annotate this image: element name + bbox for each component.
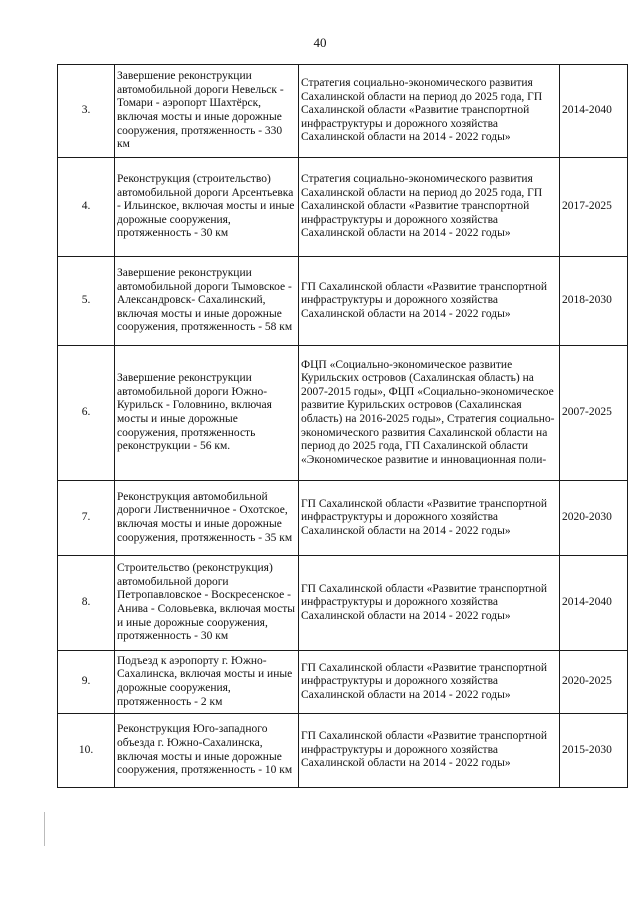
program-reference: ГП Сахалинской области «Развитие транспортной инфраструктуры и дорожного хозяйства Сахалинской области на 2014 - 2022 годы» xyxy=(299,257,560,346)
table-row xyxy=(58,65,628,158)
scan-artifact xyxy=(44,812,45,846)
project-name: Реконструкция автомобильной дороги Лиственничное - Охотское, включая мосты и иные дорожные сооружения, протяженность - 35 км xyxy=(115,481,299,556)
row-number: 3. xyxy=(58,65,115,158)
project-name: Завершение реконструкции автомобильной дороги Тымовское - Александровск- Сахалинский, включая мосты и иные дорожные сооружения, протяженность - 58 км xyxy=(115,257,299,346)
row-number: 4. xyxy=(58,158,115,257)
row-number: 10. xyxy=(58,714,115,788)
project-period: 2020-2030 xyxy=(560,481,628,556)
row-number: 6. xyxy=(58,346,115,481)
project-name: Реконструкция Юго-западного объезда г. Южно-Сахалинска, включая мосты и иные дорожные сооружения, протяженность - 10 км xyxy=(115,714,299,788)
table-row xyxy=(58,158,628,257)
program-reference: ГП Сахалинской области «Развитие транспортной инфраструктуры и дорожного хозяйства Сахалинской области на 2014 - 2022 годы» xyxy=(299,481,560,556)
table-row xyxy=(58,651,628,714)
program-reference: Стратегия социально-экономического развития Сахалинской области на период до 2025 года, ГП Сахалинской области «Развитие транспортной инфраструктуры и дорожного хозяйства Сахалинской области на 2014 - 2022 годы» xyxy=(299,65,560,158)
table-row xyxy=(58,257,628,346)
program-reference: ГП Сахалинской области «Развитие транспортной инфраструктуры и дорожного хозяйства Сахалинской области на 2014 - 2022 годы» xyxy=(299,714,560,788)
project-period: 2020-2025 xyxy=(560,651,628,714)
page-number: 40 xyxy=(313,35,327,50)
program-reference: ГП Сахалинской области «Развитие транспортной инфраструктуры и дорожного хозяйства Сахалинской области на 2014 - 2022 годы» xyxy=(299,556,560,651)
table-row xyxy=(58,481,628,556)
row-number: 5. xyxy=(58,257,115,346)
project-period: 2015-2030 xyxy=(560,714,628,788)
program-reference-cell xyxy=(299,346,560,481)
table-row xyxy=(58,556,628,651)
project-name: Завершение реконструкции автомобильной дороги Невельск - Томари - аэропорт Шахтёрск, включая мосты и иные дорожные сооружения, протяженность - 330 км xyxy=(115,65,299,158)
project-period: 2014-2040 xyxy=(560,556,628,651)
table-row xyxy=(58,346,628,481)
row-number: 7. xyxy=(58,481,115,556)
program-reference: ФЦП «Социально-экономическое развитие Курильских островов (Сахалинская область) на 2007-2015 годы», ФЦП «Социально-экономическое развитие Курильских островов (Сахалинская область) на 2016-2025 годы», Стратегия социально-экономического развития Сахалинской области на период до 2025 года, ГП Сахалинской области «Экономическое развитие и инновационная поли- xyxy=(301,358,555,466)
project-name: Строительство (реконструкция) автомобильной дороги Петропавловское - Воскресенское - Анива - Соловьевка, включая мосты и иные дорожные сооружения, протяженность - 30 км xyxy=(115,556,299,651)
project-period: 2014-2040 xyxy=(560,65,628,158)
row-number: 9. xyxy=(58,651,115,714)
row-number: 8. xyxy=(58,556,115,651)
project-period: 2017-2025 xyxy=(560,158,628,257)
program-reference: Стратегия социально-экономического развития Сахалинской области на период до 2025 года, ГП Сахалинской области «Развитие транспортной инфраструктуры и дорожного хозяйства Сахалинской области на 2014 - 2022 годы» xyxy=(299,158,560,257)
project-name: Подъезд к аэропорту г. Южно-Сахалинска, включая мосты и иные дорожные сооружения, протяженность - 2 км xyxy=(115,651,299,714)
program-reference: ГП Сахалинской области «Развитие транспортной инфраструктуры и дорожного хозяйства Сахалинской области на 2014 - 2022 годы» xyxy=(299,651,560,714)
projects-table xyxy=(57,64,628,788)
project-period: 2018-2030 xyxy=(560,257,628,346)
table-row xyxy=(58,714,628,788)
project-name: Реконструкция (строительство) автомобильной дороги Арсентьевка - Ильинское, включая мосты и иные дорожные сооружения, протяженность - 30 км xyxy=(115,158,299,257)
project-name: Завершение реконструкции автомобильной дороги Южно- Курильск - Головнино, включая мосты и иные дорожные сооружения, протяженность реконструкции - 56 км. xyxy=(115,346,299,481)
project-period: 2007-2025 xyxy=(560,346,628,481)
